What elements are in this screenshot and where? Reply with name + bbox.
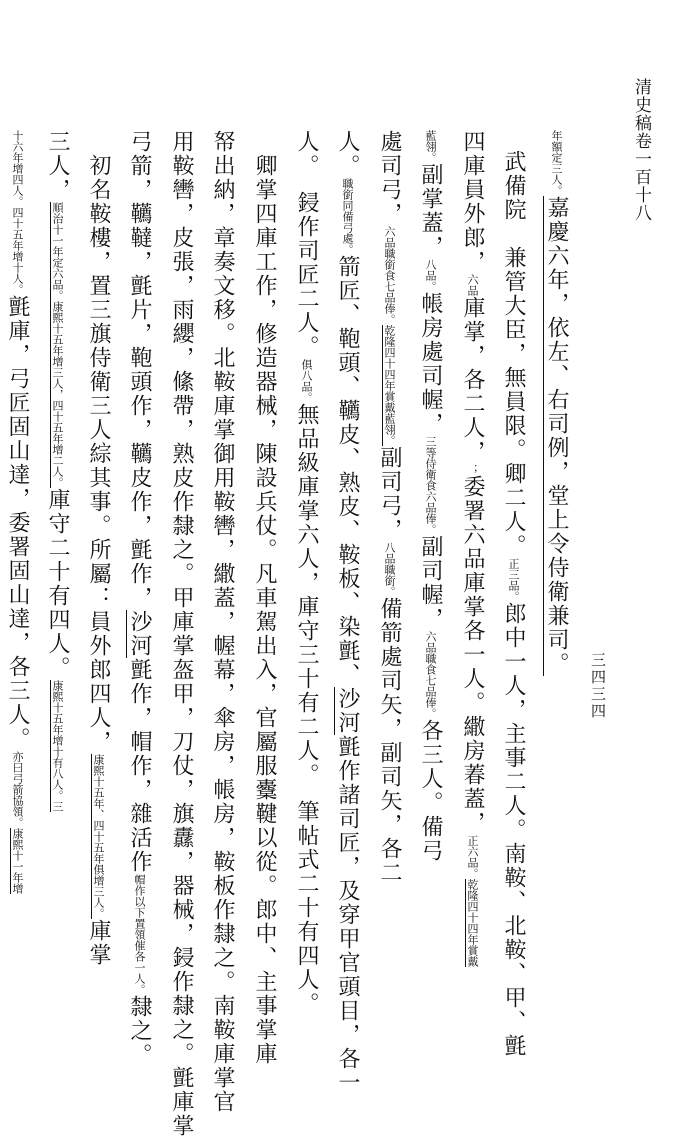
main-text: 氈庫，弓匠固山達，委署固山達，各三人。 — [5, 295, 30, 751]
main-text: 各三人。備弓 — [418, 719, 443, 863]
annotation-text: 康熙十五年增十有八人。三 — [51, 680, 64, 812]
text-column — [211, 130, 233, 1114]
main-text: 備箭處司矢，副司矢，各二 — [377, 597, 402, 885]
main-text: 處司弓， — [377, 130, 402, 226]
annotation-text: 乾隆四十四年賞戴藍翎。 — [383, 325, 396, 446]
main-text: 庫掌 — [86, 919, 111, 967]
main-text: 人。 — [335, 130, 360, 178]
annotation-text: 俱八品。 — [300, 359, 313, 403]
text-column — [461, 130, 483, 967]
main-text: 箭匠、鞄頭、韉皮、熟皮、鞍板、染氈、 — [335, 255, 360, 687]
annotation-text: 八品職銜。 — [383, 542, 396, 597]
annotation-text: 八品。 — [424, 259, 437, 292]
main-text: 沙河 — [127, 610, 152, 658]
annotation-text: 亦曰弓箭協領。 — [11, 751, 24, 828]
main-text: 副司幄， — [418, 535, 443, 631]
annotation-text: 乾隆四十四年賞戴 — [466, 879, 479, 967]
annotation-text: 康熙十五年增三人，四十五年增二人。 — [51, 301, 64, 488]
main-text: 人。 鋟作司匠二人。 — [294, 130, 319, 359]
main-text: 武備院 兼管大臣，無員限。卿二人。 — [501, 150, 526, 558]
annotation-text: 十六年增四人。四十五年增十人。 — [11, 130, 24, 295]
main-text: 帳房處司幄， — [418, 292, 443, 436]
text-column — [545, 130, 567, 676]
annotation-text: 藍翎。 — [424, 130, 437, 163]
main-text: 弓箭，韉韃，氈片，鞄頭作，韉皮作，氈作， — [127, 130, 152, 610]
annotation-text: ； — [466, 464, 479, 475]
annotation-text: 六品 — [466, 274, 479, 296]
main-text: 隸之。 — [127, 995, 152, 1067]
main-text: 初名鞍樓，置三旗侍衛三人綜其事。所屬：員外郎四人， — [86, 130, 111, 754]
main-text: 委署六品庫掌各一人。繖房萶蓋， — [460, 475, 485, 835]
main-text: 四庫員外郎， — [460, 130, 485, 274]
text-column — [253, 130, 275, 1066]
text-column — [170, 130, 192, 1138]
main-text: 三人， — [45, 130, 70, 202]
main-text: 副司弓， — [377, 446, 402, 542]
annotation-text: 康熙十五年、四十五年俱增三人。 — [92, 754, 105, 919]
text-column — [419, 130, 441, 863]
main-text: 沙河 — [335, 687, 360, 735]
annotation-text: 六品職銜食七品俸。 — [383, 226, 396, 325]
annotation-text: 年額定三人。 — [550, 130, 563, 196]
main-text: 無品級庫掌六人，庫守三十有二人。 筆帖式二十有四人。 — [294, 403, 319, 1016]
text-column — [6, 130, 28, 894]
main-text: 卿掌四庫工作，修造器械，陳設兵仗。凡車駕出入，官屬服櫜鞬以從。郎中、主事掌庫 — [252, 130, 277, 1066]
text-column — [128, 130, 150, 1067]
annotation-text: 正六品。 — [466, 835, 479, 879]
text-column — [378, 130, 400, 885]
annotation-text: 康熙十一年增 — [11, 828, 24, 894]
annotation-text: 三等侍衛食六品俸。 — [424, 436, 437, 535]
main-text: 嘉慶六年，依左、右司例，堂上令侍衛兼司。 — [544, 196, 569, 676]
annotation-text: 職銜同備弓處。 — [341, 178, 354, 255]
text-column — [336, 130, 358, 1095]
main-text: 帑出納，章奏文移。北鞍庫掌御用鞍轡，繖蓋，幄幕，傘房，帳房，鞍板作隸之。南鞍庫掌官 — [210, 130, 235, 1114]
page-header-title: 清史稿卷一百十八 — [631, 78, 651, 222]
text-column — [46, 130, 68, 812]
main-text: 用鞍轡，皮張，雨纓，絛帶，熟皮作隸之。甲庫掌盔甲，刀仗，旗纛，器械，鋟作隸之。氈庫掌 — [169, 130, 194, 1138]
main-text: 氈作，帽作，雜活作 — [127, 658, 152, 874]
text-column — [87, 130, 109, 967]
text-column — [295, 130, 317, 1016]
annotation-text: 帽作以下置領催各一人。 — [133, 874, 146, 995]
main-text: 庫掌，各二人， — [460, 296, 485, 464]
annotation-text: 六品職食七品俸。 — [424, 631, 437, 719]
main-text: 郎中一人，主事二人。南鞍、北鞍、甲、氈 — [501, 602, 526, 1058]
main-text: 氈作諸司匠，及穿甲官頭目，各一 — [335, 735, 360, 1095]
text-column — [502, 150, 524, 1058]
main-text: 副掌蓋， — [418, 163, 443, 259]
main-text: 庫守二十有四人。 — [45, 488, 70, 680]
page-number: 三四三四 — [589, 652, 607, 720]
annotation-text: 順治十一年定六品。 — [51, 202, 64, 301]
annotation-text: 正三品。 — [507, 558, 520, 602]
